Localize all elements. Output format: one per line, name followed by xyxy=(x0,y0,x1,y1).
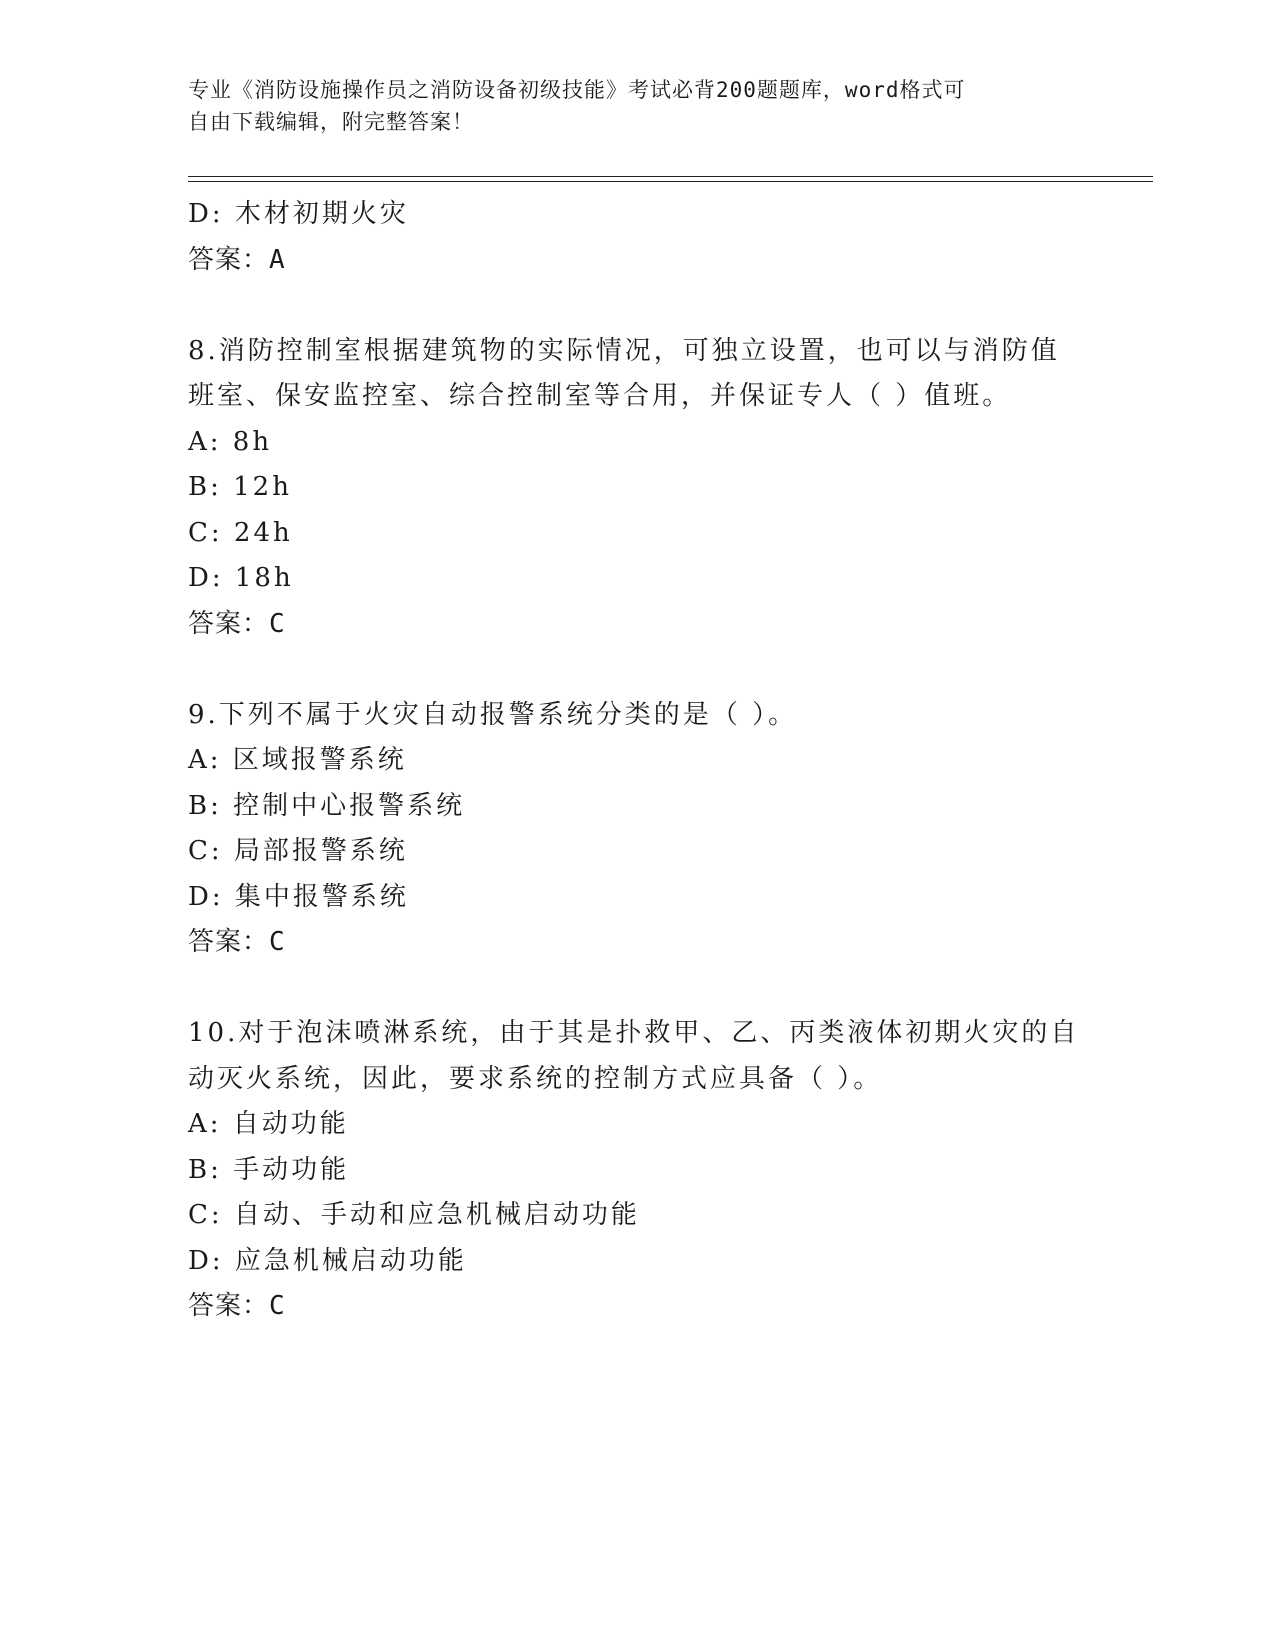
question-stem-line2: 班室、保安监控室、综合控制室等合用，并保证专人（ ）值班。 xyxy=(188,381,1012,411)
question-8 xyxy=(188,329,1088,648)
question-list xyxy=(188,192,1088,1330)
spacer xyxy=(188,647,1088,693)
option-d: D: 集中报警系统 xyxy=(188,881,409,912)
option-a: A: 区域报警系统 xyxy=(188,745,407,775)
option-b: B: 12h xyxy=(188,472,292,502)
page-header xyxy=(188,74,1088,138)
header-title-line1: 专业《消防设施操作员之消防设备初级技能》考试必背200题题库，word格式可 xyxy=(188,78,966,102)
option-d: D: 18h xyxy=(188,563,294,593)
spacer xyxy=(188,283,1088,329)
answer-line: 答案：C xyxy=(188,927,286,957)
option-a: A: 8h xyxy=(188,426,273,457)
option-d: D: 应急机械启动功能 xyxy=(188,1245,467,1276)
question-stem-line1: 10.对于泡沫喷淋系统，由于其是扑救甲、乙、丙类液体初期火灾的自 xyxy=(188,1018,1080,1048)
answer-line: 答案：C xyxy=(188,1291,286,1321)
option-b: B: 手动功能 xyxy=(188,1154,350,1185)
header-title-line2: 自由下载编辑，附完整答案！ xyxy=(188,110,474,134)
question-9 xyxy=(188,693,1088,966)
question-stem-line2: 动灭火系统，因此，要求系统的控制方式应具备（ ）。 xyxy=(188,1063,883,1094)
answer-line: 答案：C xyxy=(188,608,286,639)
question-stem-line1: 8.消防控制室根据建筑物的实际情况，可独立设置，也可以与消防值 xyxy=(188,335,1060,366)
header-divider-top xyxy=(188,176,1153,177)
question-stem-line1: 9.下列不属于火灾自动报警系统分类的是（ ）。 xyxy=(188,699,798,730)
option-a: A: 自动功能 xyxy=(188,1109,349,1139)
option-c: C: 24h xyxy=(188,517,293,548)
spacer xyxy=(188,966,1088,1012)
header-divider-bottom xyxy=(188,181,1153,182)
option-c: C: 自动、手动和应急机械启动功能 xyxy=(188,1200,640,1230)
question-10 xyxy=(188,1011,1088,1330)
answer-line: 答案：A xyxy=(188,244,286,275)
option-b: B: 控制中心报警系统 xyxy=(188,790,466,821)
option-c: C: 局部报警系统 xyxy=(188,836,408,866)
option-d: D: 木材初期火灾 xyxy=(188,199,409,229)
